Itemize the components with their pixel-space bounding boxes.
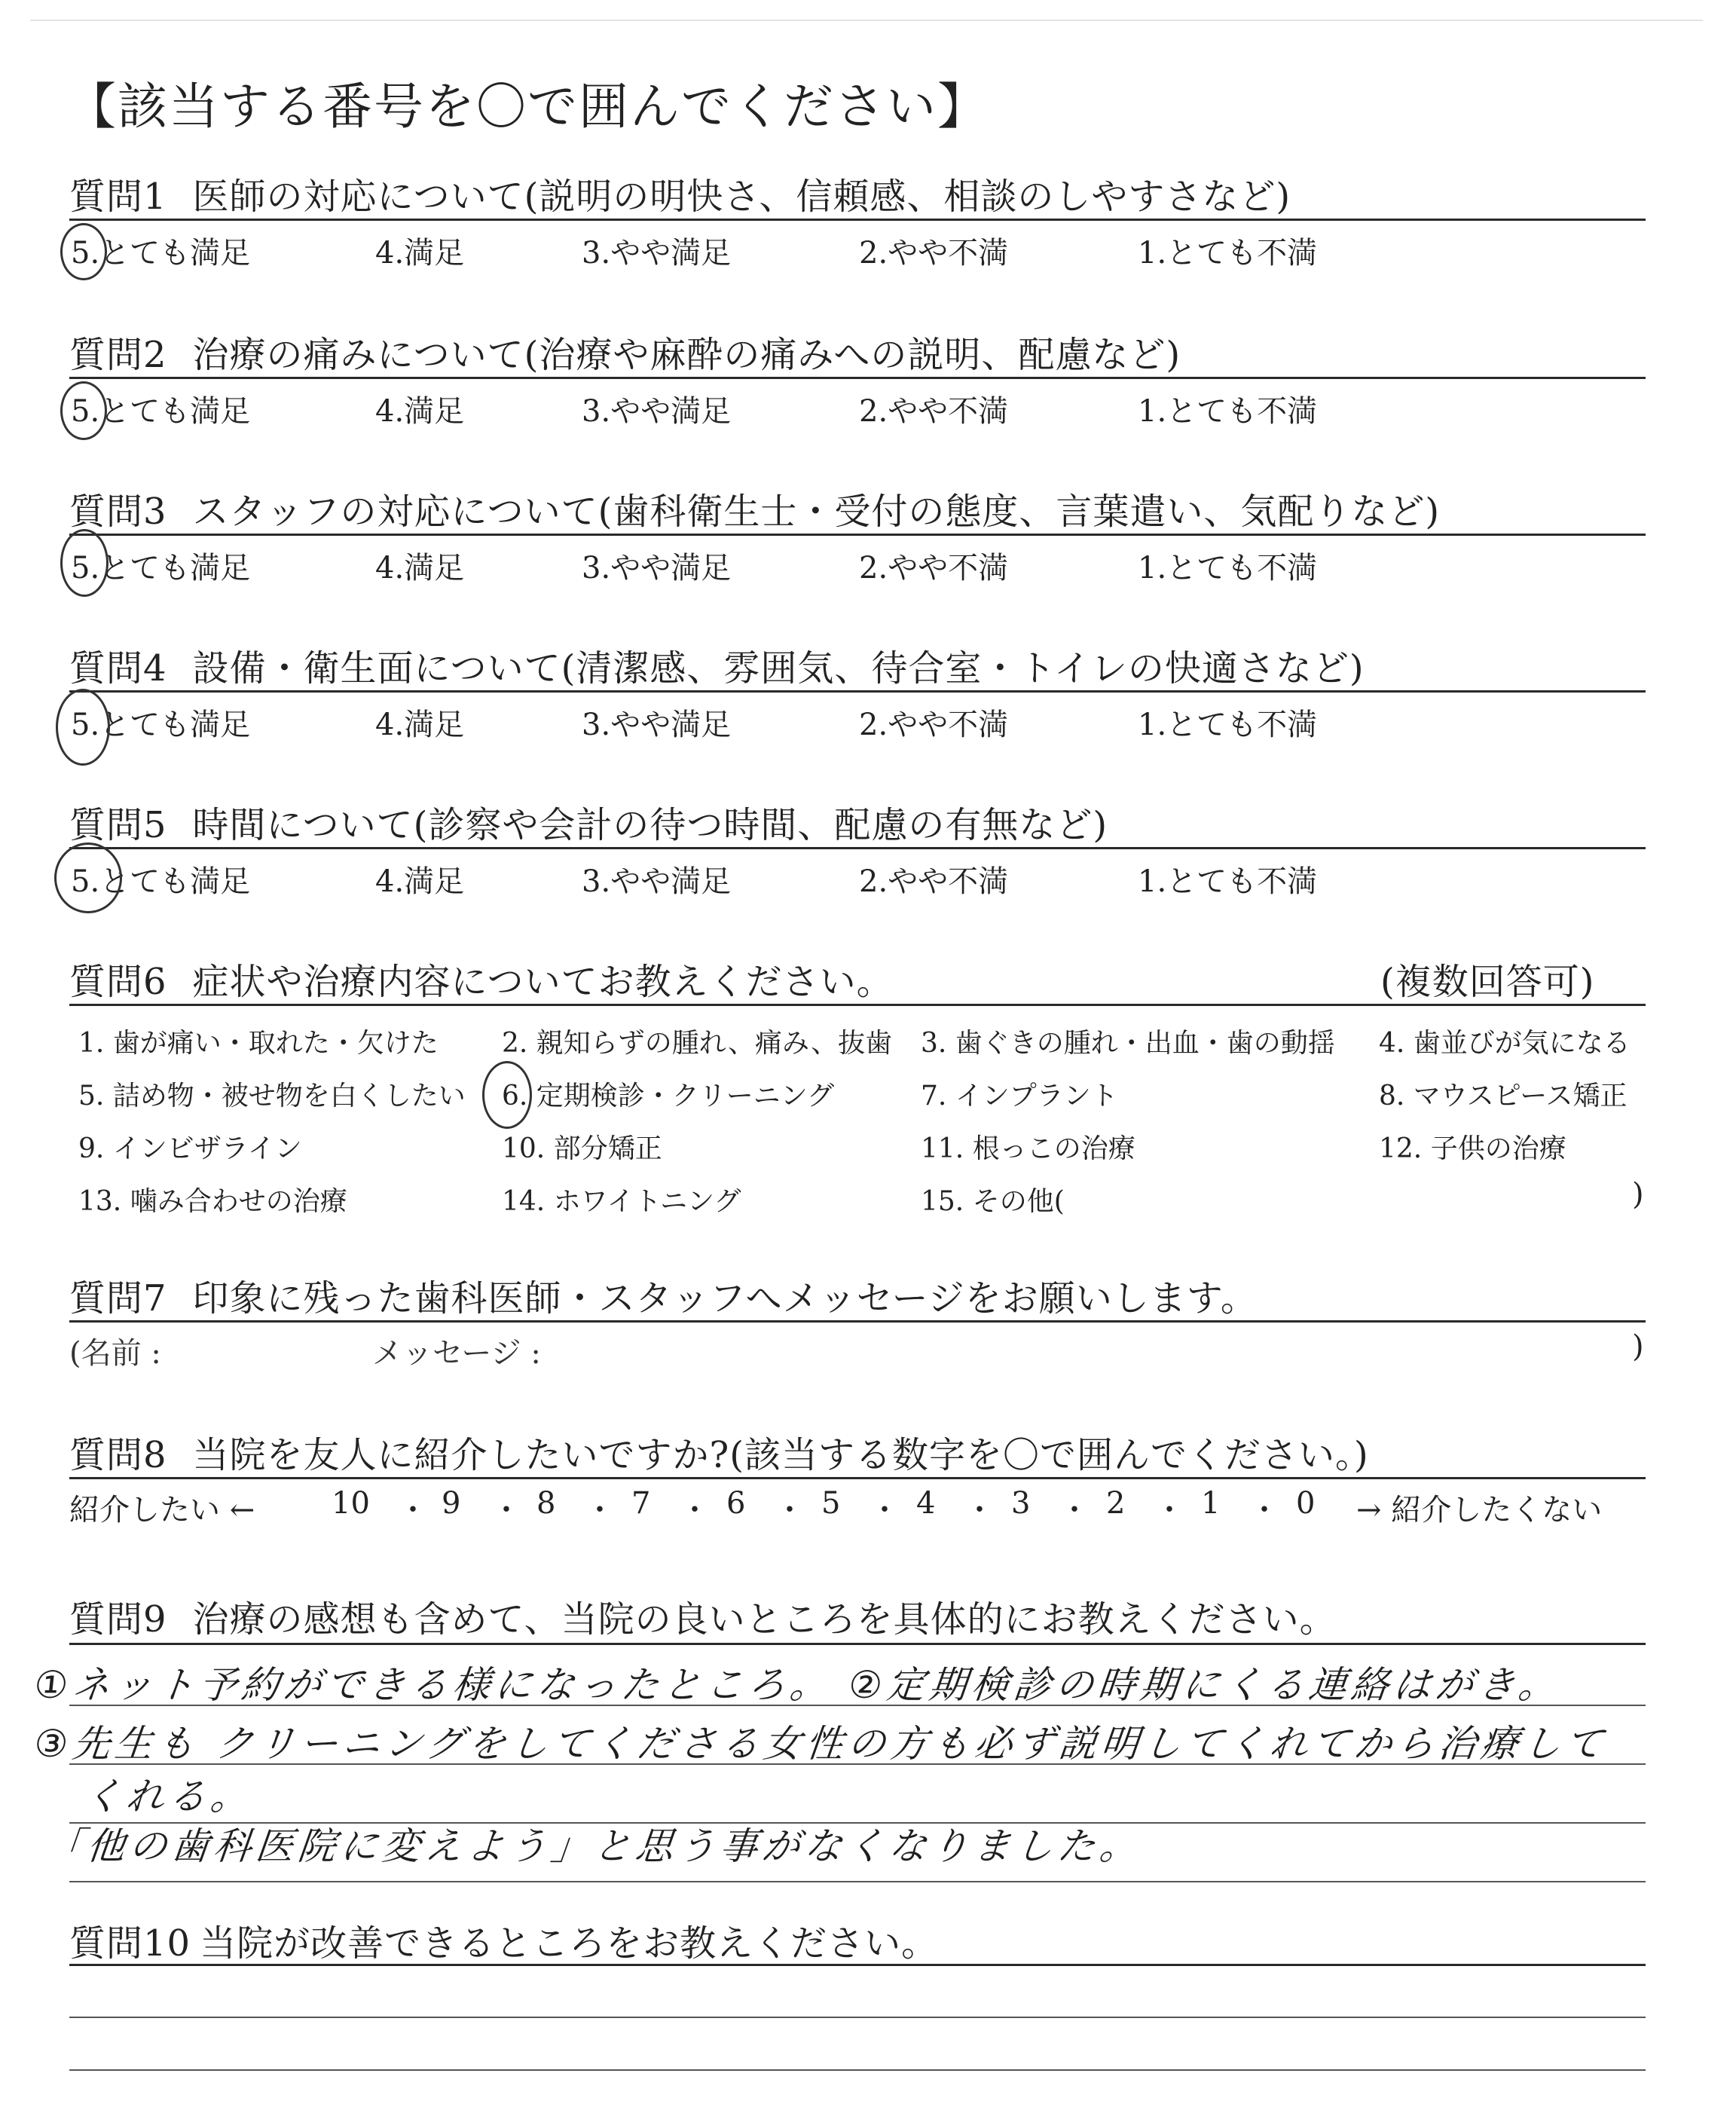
q6-option-8[interactable]: 8. マウスピース矯正 (1379, 1081, 1628, 1112)
question-2-title (69, 326, 1181, 378)
q6-option-15[interactable]: 15. その他( (921, 1186, 1065, 1217)
q1-selection-circle (60, 223, 107, 280)
q8-right-label: → 紹介したくない (1356, 1493, 1603, 1527)
question-10-rule (69, 1964, 1646, 1966)
question-2-rule (69, 377, 1646, 379)
question-1-number: 質問1 (69, 176, 167, 218)
question-8-title (69, 1426, 1369, 1478)
q8-scale-0[interactable]: 0 (1296, 1486, 1316, 1521)
question-10-number: 質問10 (69, 1922, 191, 1965)
q8-scale-dot: ・ (1154, 1493, 1184, 1527)
q8-scale-dot: ・ (870, 1493, 900, 1527)
q8-scale-6[interactable]: 6 (726, 1486, 746, 1521)
q8-scale-3[interactable]: 3 (1011, 1486, 1031, 1521)
question-5-text: 時間について(診察や会計の待つ時間、配慮の有無など) (192, 804, 1108, 846)
question-4-rule (69, 690, 1646, 693)
q6-selection-circle (482, 1061, 532, 1129)
q2-option-4[interactable]: 4.満足 (375, 394, 465, 429)
q8-scale-9[interactable]: 9 (442, 1486, 461, 1521)
q9-answer-line-4: 「他の歯科医院に変えよう」と思う事がなくなりました。 (42, 1824, 1145, 1868)
question-1-rule (69, 219, 1646, 221)
q4-option-1[interactable]: 1.とても不満 (1138, 708, 1318, 742)
question-3-title (69, 482, 1440, 534)
q8-scale-dot: ・ (1059, 1493, 1090, 1527)
page-edge (30, 20, 1703, 21)
q2-option-3[interactable]: 3.やや満足 (582, 394, 732, 429)
question-7-title (69, 1269, 1258, 1321)
q1-option-4[interactable]: 4.満足 (375, 236, 465, 271)
q6-option-1[interactable]: 1. 歯が痛い・取れた・欠けた (78, 1028, 439, 1059)
q8-left-label: 紹介したい ← (69, 1493, 255, 1527)
q3-option-3[interactable]: 3.やや満足 (582, 551, 732, 586)
q8-scale-4[interactable]: 4 (916, 1486, 936, 1521)
question-8-rule (69, 1477, 1646, 1479)
q9-answer-line-3: くれる。 (81, 1775, 255, 1818)
question-4-number: 質問4 (69, 647, 167, 690)
q9-answer-line-1: ①ネット予約ができる様になったところ。 ②定期検診の時期にくる連絡はがき。 (32, 1663, 1563, 1707)
question-2-text: 治療の痛みについて(治療や麻酔の痛みへの説明、配慮など) (192, 334, 1181, 376)
question-3-number: 質問3 (69, 491, 167, 533)
question-9-text: 治療の感想も含めて、当院の良いところを具体的にお教えください。 (192, 1598, 1337, 1641)
q8-scale-dot: ・ (398, 1493, 428, 1527)
q8-scale-10[interactable]: 10 (332, 1486, 370, 1521)
q1-option-5[interactable]: 5.とても満足 (71, 236, 251, 271)
question-3-text: スタッフの対応について(歯科衛生士・受付の態度、言葉遣い、気配りなど) (192, 491, 1441, 533)
q9-answer-line-2: ③先生も クリーニングをしてくださる女性の方も必ず説明してくれてから治療して (32, 1722, 1610, 1766)
q5-option-3[interactable]: 3.やや満足 (582, 864, 732, 899)
q6-option-3[interactable]: 3. 歯ぐきの腫れ・出血・歯の動揺 (921, 1028, 1335, 1059)
q5-option-5[interactable]: 5.とても満足 (71, 864, 251, 899)
question-3-rule (69, 534, 1646, 536)
q6-option-14[interactable]: 14. ホワイトニング (502, 1186, 741, 1217)
q8-scale-dot: ・ (680, 1493, 710, 1527)
q1-option-1[interactable]: 1.とても不満 (1138, 236, 1318, 271)
question-10-title (69, 1914, 938, 1966)
q5-option-4[interactable]: 4.満足 (375, 864, 465, 899)
q2-option-2[interactable]: 2.やや不満 (859, 394, 1009, 429)
q6-option-12[interactable]: 12. 子供の治療 (1379, 1133, 1566, 1164)
q8-scale-5[interactable]: 5 (821, 1486, 841, 1521)
q5-selection-circle (54, 842, 122, 913)
q8-scale-dot: ・ (1249, 1493, 1279, 1527)
q7-name-label: (名前 : (69, 1336, 161, 1371)
question-6-title (69, 953, 894, 1005)
question-8-text: 当院を友人に紹介したいですか?(該当する数字を〇で囲んでください。) (192, 1434, 1369, 1476)
q3-option-5[interactable]: 5.とても満足 (71, 551, 251, 586)
q8-scale-dot: ・ (964, 1493, 995, 1527)
q6-other-close-paren: ) (1632, 1177, 1644, 1212)
question-1-text: 医師の対応について(説明の明快さ、信頼感、相談のしやすさなど) (192, 176, 1291, 218)
q9-answer-line (69, 1881, 1646, 1882)
q4-option-4[interactable]: 4.満足 (375, 708, 465, 742)
q8-scale-2[interactable]: 2 (1106, 1486, 1126, 1521)
q8-scale-dot: ・ (585, 1493, 615, 1527)
q2-option-5[interactable]: 5.とても満足 (71, 394, 251, 429)
q6-option-11[interactable]: 11. 根っこの治療 (921, 1133, 1135, 1164)
q8-scale-dot: ・ (775, 1493, 805, 1527)
q8-scale-7[interactable]: 7 (631, 1486, 651, 1521)
question-1-title (69, 167, 1291, 219)
question-9-number: 質問9 (69, 1598, 167, 1641)
q4-option-2[interactable]: 2.やや不満 (859, 708, 1009, 742)
q2-option-1[interactable]: 1.とても不満 (1138, 394, 1318, 429)
q5-option-1[interactable]: 1.とても不満 (1138, 864, 1318, 899)
question-4-text: 設備・衛生面について(清潔感、雰囲気、待合室・トイレの快適さなど) (192, 647, 1365, 690)
q6-option-5[interactable]: 5. 詰め物・被せ物を白くしたい (78, 1081, 466, 1112)
q8-scale-8[interactable]: 8 (536, 1486, 556, 1521)
q1-option-3[interactable]: 3.やや満足 (582, 236, 732, 271)
question-6-note: (複数回答可) (1380, 961, 1595, 1003)
q6-option-6[interactable]: 6. 定期検診・クリーニング (502, 1081, 835, 1112)
q3-option-2[interactable]: 2.やや不満 (859, 551, 1009, 586)
q6-option-9[interactable]: 9. インビザライン (78, 1133, 302, 1164)
q4-option-3[interactable]: 3.やや満足 (582, 708, 732, 742)
q6-option-13[interactable]: 13. 噛み合わせの治療 (78, 1186, 347, 1217)
question-6-text: 症状や治療内容についてお教えください。 (192, 961, 894, 1003)
q5-option-2[interactable]: 2.やや不満 (859, 864, 1009, 899)
question-5-rule (69, 847, 1646, 849)
q7-close-paren: ) (1632, 1329, 1644, 1364)
q6-option-2[interactable]: 2. 親知らずの腫れ、痛み、抜歯 (502, 1028, 893, 1059)
q1-option-2[interactable]: 2.やや不満 (859, 236, 1009, 271)
q3-option-4[interactable]: 4.満足 (375, 551, 465, 586)
q3-option-1[interactable]: 1.とても不満 (1138, 551, 1318, 586)
question-9-title (69, 1590, 1337, 1642)
question-6-rule (69, 1004, 1646, 1006)
question-7-number: 質問7 (69, 1277, 167, 1320)
question-7-text: 印象に残った歯科医師・スタッフへメッセージをお願いします。 (192, 1277, 1258, 1320)
question-8-number: 質問8 (69, 1434, 167, 1476)
q7-message-label: メッセージ : (372, 1336, 541, 1371)
q6-option-10[interactable]: 10. 部分矯正 (502, 1133, 662, 1164)
q4-option-5[interactable]: 5.とても満足 (71, 708, 251, 742)
question-4-title (69, 639, 1365, 691)
question-9-rule (69, 1643, 1646, 1645)
question-7-rule (69, 1320, 1646, 1323)
q6-option-4[interactable]: 4. 歯並びが気になる (1379, 1028, 1631, 1059)
q8-scale-1[interactable]: 1 (1201, 1486, 1221, 1521)
question-5-title (69, 796, 1108, 848)
q3-selection-circle (60, 529, 108, 597)
question-6-number: 質問6 (69, 961, 167, 1003)
q2-selection-circle (60, 381, 107, 440)
q4-selection-circle (56, 689, 110, 766)
q6-option-7[interactable]: 7. インプラント (921, 1081, 1118, 1112)
q10-answer-line (69, 2069, 1646, 2071)
question-10-text: 当院が改善できるところをお教えください。 (200, 1922, 939, 1965)
question-2-number: 質問2 (69, 334, 167, 376)
form-heading: 【該当する番号を〇で囲んでください】 (66, 78, 989, 136)
q10-answer-line (69, 2017, 1646, 2018)
question-5-number: 質問5 (69, 804, 167, 846)
q8-scale-dot: ・ (491, 1493, 521, 1527)
